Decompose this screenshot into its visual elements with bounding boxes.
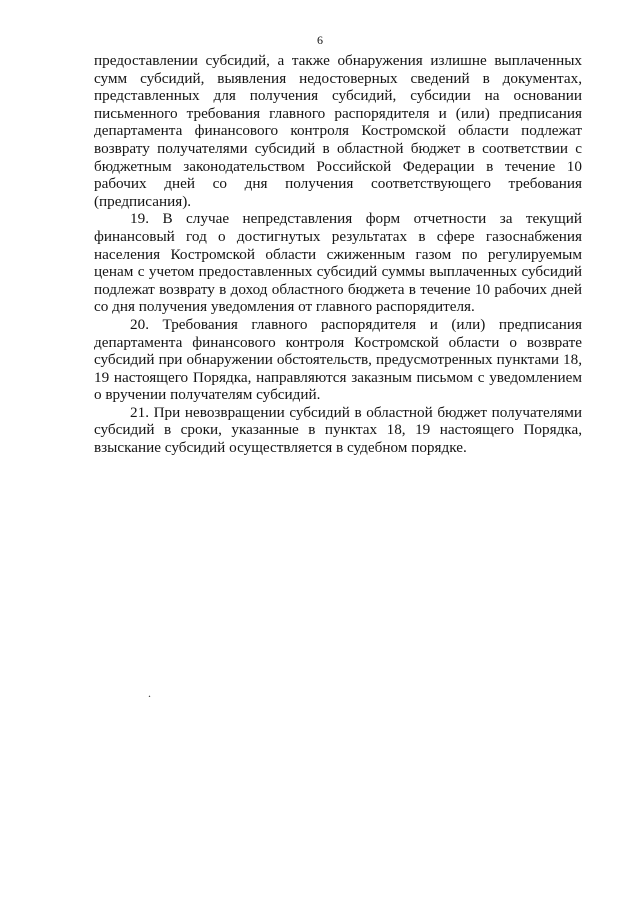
- paragraph-item-20: 20. Требования главного распорядителя и (или) предписания департамента финансового контроля Костромской области о возврате субсидий при обнаружении обстоятельств, предусмотренных пунктами 18, 19 настоящего Порядка, направляются заказным письмом с уведомлением о вручении получателям субсидий.: [94, 315, 582, 404]
- page-number: 6: [317, 33, 323, 47]
- paragraph-continuation: предоставлении субсидий, а также обнаружения излишне выплаченных сумм субсидий, выявления недостоверных сведений в документах, представленных для получения субсидий, субсидии на основании письменного требования главного распорядителя и (или) предписания департамента финансового контроля Костромской области подлежат возврату получателями субсидий в областной бюджет в соответствии с бюджетным законодательством Российской Федерации в течение 10 рабочих дней со дня получения соответствующего требования (предписания).: [94, 52, 582, 210]
- paragraph-item-21: 21. При невозвращении субсидий в областной бюджет получателями субсидий в сроки, указанные в пунктах 18, 19 настоящего Порядка, взыскание субсидий осуществляется в судебном порядке.: [94, 403, 582, 457]
- stray-mark: .: [148, 686, 151, 700]
- paragraph-item-19: 19. В случае непредставления форм отчетности за текущий финансовый год о достигнутых результатах в сфере газоснабжения населения Костромской области сжиженным газом по регулируемым ценам с учетом предоставленных субсидий суммы выплаченных субсидий подлежат возврату в доход областного бюджета в течение 10 рабочих дней со дня получения уведомления от главного распорядителя.: [94, 210, 582, 316]
- document-body: [94, 52, 582, 457]
